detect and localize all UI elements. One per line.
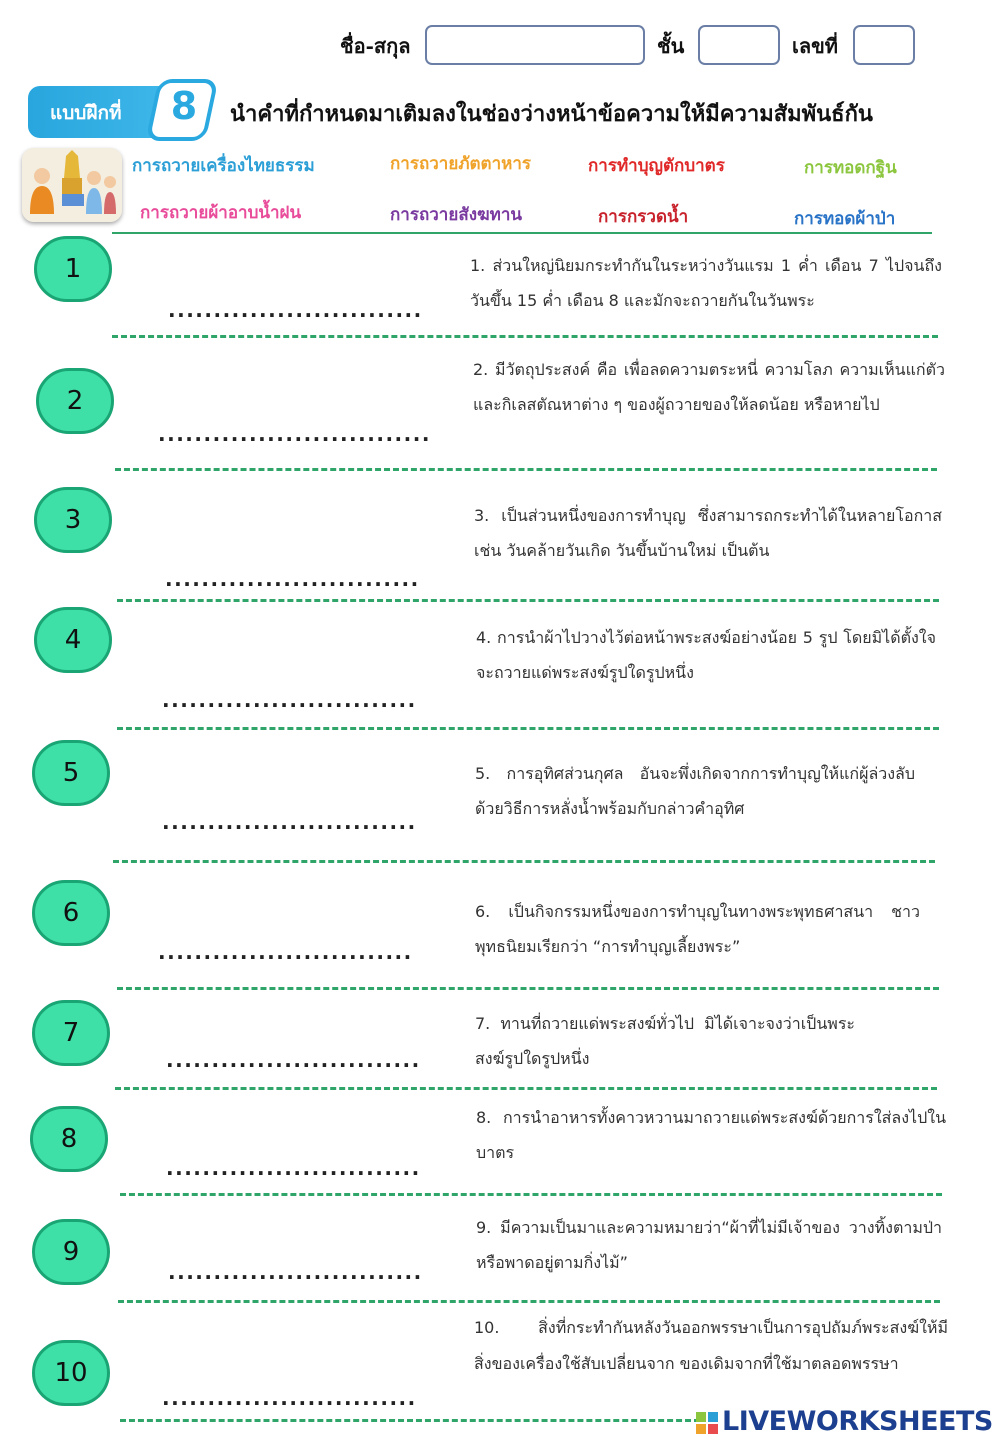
question-text: 5. การอุทิศส่วนกุศล อันจะพึ่งเกิดจากการทำบุญให้แก่ผู้ล่วงลับ ด้วยวิธีการหลั่งน้ำพร้อมกับกล่าวคำอุทิศ (475, 764, 915, 818)
dashed-separator (118, 1300, 940, 1303)
dashed-separator (112, 335, 938, 338)
question-number-badge: 6 (32, 880, 110, 946)
answer-blank[interactable]: ............................ (158, 940, 413, 964)
question-number-badge: 1 (34, 236, 112, 302)
question-text: 3. เป็นส่วนหนึ่งของการทำบุญ ซึ่งสามารถกระทำได้ในหลายโอกาส เช่น วันคล้ายวันเกิด วันขึ้นบ้านใหม่ เป็นต้น (474, 506, 942, 560)
question-number-badge: 5 (32, 740, 110, 806)
exercise-number: 8 (170, 84, 198, 128)
liveworksheets-logo: LIVEWORKSHEETS (722, 1406, 993, 1437)
answer-blank[interactable]: ............................ (166, 1048, 421, 1072)
word-bank-item: การถวายเครื่องไทยธรรม (132, 156, 315, 176)
question-number-badge: 7 (32, 1000, 110, 1066)
word-bank-item: การทอดผ้าป่า (794, 209, 896, 229)
word-bank-item: การทำบุญตักบาตร (588, 156, 725, 176)
monks-illustration-icon (22, 148, 122, 222)
question-number-badge: 2 (36, 368, 114, 434)
answer-blank[interactable]: ............................ (162, 810, 417, 834)
question-text: 8. การนำอาหารทั้งคาวหวานมาถวายแด่พระสงฆ์ด้วยการใส่ลงไปในบาตร (476, 1108, 946, 1162)
question-text: 4. การนำผ้าไปวางไว้ต่อหน้าพระสงฆ์อย่างน้อย 5 รูป โดยมิได้ตั้งใจจะถวายแด่พระสงฆ์รูปใดรูปหนึ่ง (476, 628, 936, 682)
class-label: ชั้น (657, 34, 685, 58)
dashed-separator (120, 1193, 942, 1196)
question-text: 7. ทานที่ถวายแด่พระสงฆ์ทั่วไป มิได้เจาะจงว่าเป็นพระสงฆ์รูปใดรูปหนึ่ง (475, 1014, 855, 1068)
answer-blank[interactable]: ............................ (168, 298, 423, 322)
word-bank-item: การกรวดน้ำ (598, 207, 689, 227)
question-text: 9. มีความเป็นมาและความหมายว่า“ผ้าที่ไม่มีเจ้าของ วางทิ้งตามป่า หรือพาดอยู่ตามกิ่งไม้” (476, 1218, 942, 1272)
dashed-separator (115, 1087, 937, 1090)
question-number-badge: 9 (32, 1219, 110, 1285)
question-number-badge: 10 (32, 1340, 110, 1406)
name-input[interactable] (425, 25, 645, 65)
number-input[interactable] (853, 25, 915, 65)
word-bank-divider (112, 232, 932, 234)
dashed-separator (117, 987, 939, 990)
word-bank-item: การถวายภัตตาหาร (390, 154, 532, 174)
question-number-badge: 8 (30, 1106, 108, 1172)
answer-blank[interactable]: .............................. (158, 422, 431, 446)
answer-blank[interactable]: ............................ (166, 1156, 421, 1180)
number-label: เลขที่ (792, 34, 838, 58)
dashed-separator (120, 1419, 700, 1422)
name-label: ชื่อ-สกุล (340, 34, 411, 58)
word-bank-item: การทอดกฐิน (804, 158, 897, 178)
liveworksheets-logo-icon (696, 1412, 718, 1434)
question-text: 6. เป็นกิจกรรมหนึ่งของการทำบุญในทางพระพุทธศาสนา ชาวพุทธนิยมเรียกว่า “การทำบุญเลี้ยงพระ” (475, 902, 920, 956)
question-text: 1. ส่วนใหญ่นิยมกระทำกันในระหว่างวันแรม 1 ค่ำ เดือน 7 ไปจนถึงวันขึ้น 15 ค่ำ เดือน 8 และมักจะถวายกันในวันพระ (470, 256, 942, 310)
answer-blank[interactable]: ............................ (162, 1386, 417, 1410)
dashed-separator (113, 860, 935, 863)
question-number-badge: 3 (34, 487, 112, 553)
word-bank-item: การถวายสังฆทาน (390, 205, 522, 225)
class-input[interactable] (698, 25, 780, 65)
answer-blank[interactable]: ............................ (168, 1260, 423, 1284)
dashed-separator (115, 468, 937, 471)
dashed-separator (117, 727, 939, 730)
question-text: 2. มีวัตถุประสงค์ คือ เพื่อลดความตระหนี่ ความโลภ ความเห็นแก่ตัวและกิเลสตัณหาต่าง ๆ ของผู้ถวายของให้ลดน้อย หรือหายไป (473, 360, 945, 414)
dashed-separator (117, 599, 939, 602)
word-bank-item: การถวายผ้าอาบน้ำฝน (140, 203, 302, 223)
answer-blank[interactable]: ............................ (162, 688, 417, 712)
exercise-label: แบบฝึกที่ (50, 102, 122, 124)
instruction-text: นำคำที่กำหนดมาเติมลงในช่องว่างหน้าข้อความให้มีความสัมพันธ์กัน (230, 102, 873, 127)
question-text: 10. สิ่งที่กระทำกันหลังวันออกพรรษาเป็นการอุปถัมภ์พระสงฆ์ให้มี สิ่งของเครื่องใช้สับเปลี่ยนจาก ของเดิมจากที่ใช้มาตลอดพรรษา (474, 1318, 948, 1373)
question-number-badge: 4 (34, 607, 112, 673)
answer-blank[interactable]: ............................ (165, 567, 420, 591)
